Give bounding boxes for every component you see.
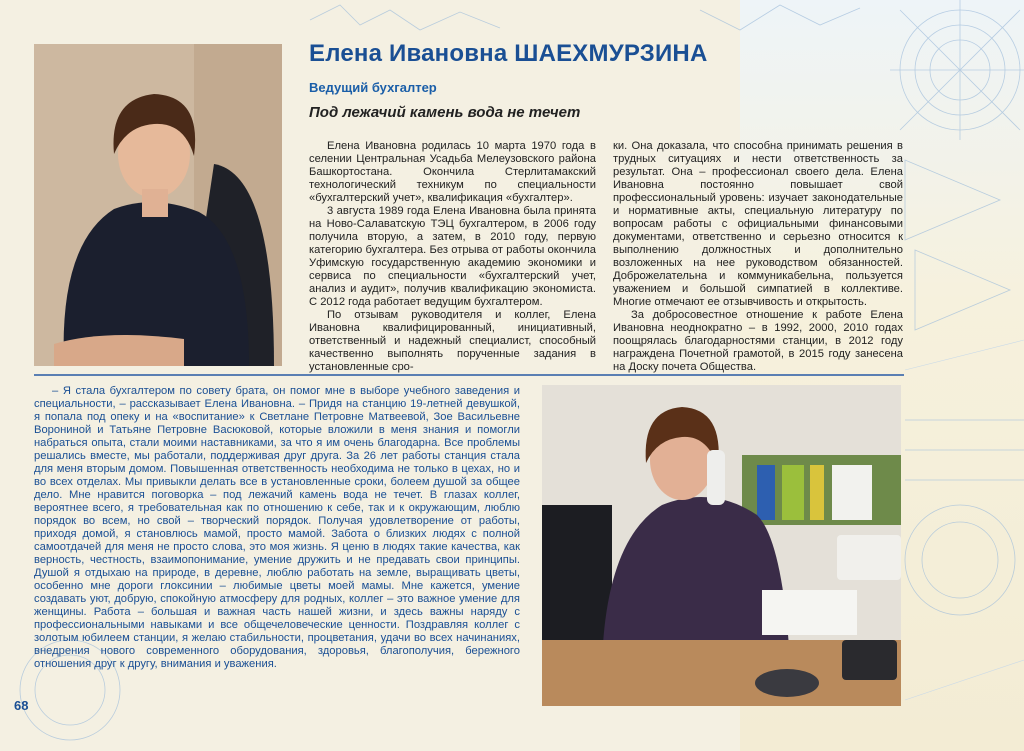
paragraph: За добросовестное отношение к работе Елена Ивановна неоднократно – в 1992, 2000, 2010 годах поощрялась благодарностями станции, в 2012 году награждена Почетной грамотой, в 2015 году занесена на Доску почета Общества.	[613, 309, 903, 373]
biography-column-2	[613, 140, 903, 374]
paragraph: 3 августа 1989 года Елена Ивановна была принята на Ново-Салаватскую ТЭЦ бухгалтером, в 2006 году получила вторую, а затем, в 2010 году, первую категорию бухгалтера. Без отрыва от работы окончила Уфимскую государственную академию экономики и сервиса по специальности «бухгалтерский учет, анализ и аудит», получив квалификацию экономиста. С 2012 года работает ведущим бухгалтером.	[309, 205, 596, 308]
paragraph: ки. Она доказала, что способна принимать решения в трудных ситуациях и нести ответственность за результат. Она – профессионал своего дела. Елена Ивановна постоянно повышает свой профессиональный уровень: изучает законодательные и нормативные акты, специальную литературу по вопросам работы с официальными финансовыми документами, ответственно и серьезно относится к выполнению должностных и дополнительно возложенных на нее руководством обязанностей. Доброжелательна и коммуникабельна, пользуется уважением и большой симпатией в коллективе. Многие отмечают ее отзывчивость и открытость.	[613, 140, 903, 308]
biography-column-1	[309, 140, 596, 374]
job-title: Ведущий бухгалтер	[309, 80, 437, 95]
person-name: Елена Ивановна ШАЕХМУРЗИНА	[309, 40, 708, 67]
paragraph: Елена Ивановна родилась 10 марта 1970 года в селении Центральная Усадьба Мелеузовского района Башкортостана. Окончила Стерлитамакский технологический техникум по специальности «бухгалтерский учет», квалификация «бухгалтер».	[309, 140, 596, 204]
portrait-photo	[34, 44, 282, 366]
workplace-photo	[542, 385, 901, 706]
interview-quote	[34, 385, 520, 671]
quote-text: – Я стала бухгалтером по совету брата, он помог мне в выборе учебного заведения и специальности, – рассказывает Елена Ивановна. – Придя на станцию 19-летней девушкой, я попала под опеку и на «воспитание» к Светлане Петровне Матвеевой, Зое Васильевне Ворониной и Татьяне Петровне Васюковой, которые вложили в меня знания и помогли набраться опыта, стали моими наставниками, за что я им очень благодарна. Все проблемы решались вместе, мы работали, поддерживая друг друга. За 26 лет работы станция стала для меня вторым домом. Повышенная ответственность необходима не только в цехах, но и во всех отделах. Мы привыкли делать все в установленные сроки, болеем душой за общее дело. Мне нравится поговорка – под лежачий камень вода не течет. В глазах коллег, вероятнее всего, я требовательная как по отношению к себе, так и к окружающим, люблю порядок во всем, но свой – творческий порядок. Получая удовлетворение от работы, приходя домой, я становлюсь мамой, просто мамой. Забота о близких людях с полной самоотдачей для меня не просто слова, это моя жизнь. Я ценю в людях такие качества, как верность, честность, взаимопонимание, умение дружить и не предавать свои принципы. Душой я отдыхаю на природе, в деревне, люблю работать на земле, выращивать цветы, особенно мне дороги глоксинии – любимые цветы моей мамы. Мне кажется, умение создавать уют, добрую, спокойную атмосферу для родных, коллег – это важное умение для женщины. Работа – большая и важная часть нашей жизни, и здесь важны наряду с профессиональными навыками и все общечеловеческие ценности. Поздравляя коллег с золотым юбилеем станции, я желаю стабильности, процветания, удачи во всех начинаниях, внедрения нового современного оборудования, здоровья, благополучия, бережного отношения друг к другу, внимания и уважения.	[34, 385, 520, 670]
paragraph: По отзывам руководителя и коллег, Елена Ивановна квалифицированный, инициативный, ответственный и надежный специалист, способный качественно выполнять порученные задания в установленные сро-	[309, 309, 596, 373]
section-divider	[34, 374, 904, 376]
page-number: 68	[14, 698, 29, 713]
motto-heading: Под лежачий камень вода не течет	[309, 104, 581, 121]
